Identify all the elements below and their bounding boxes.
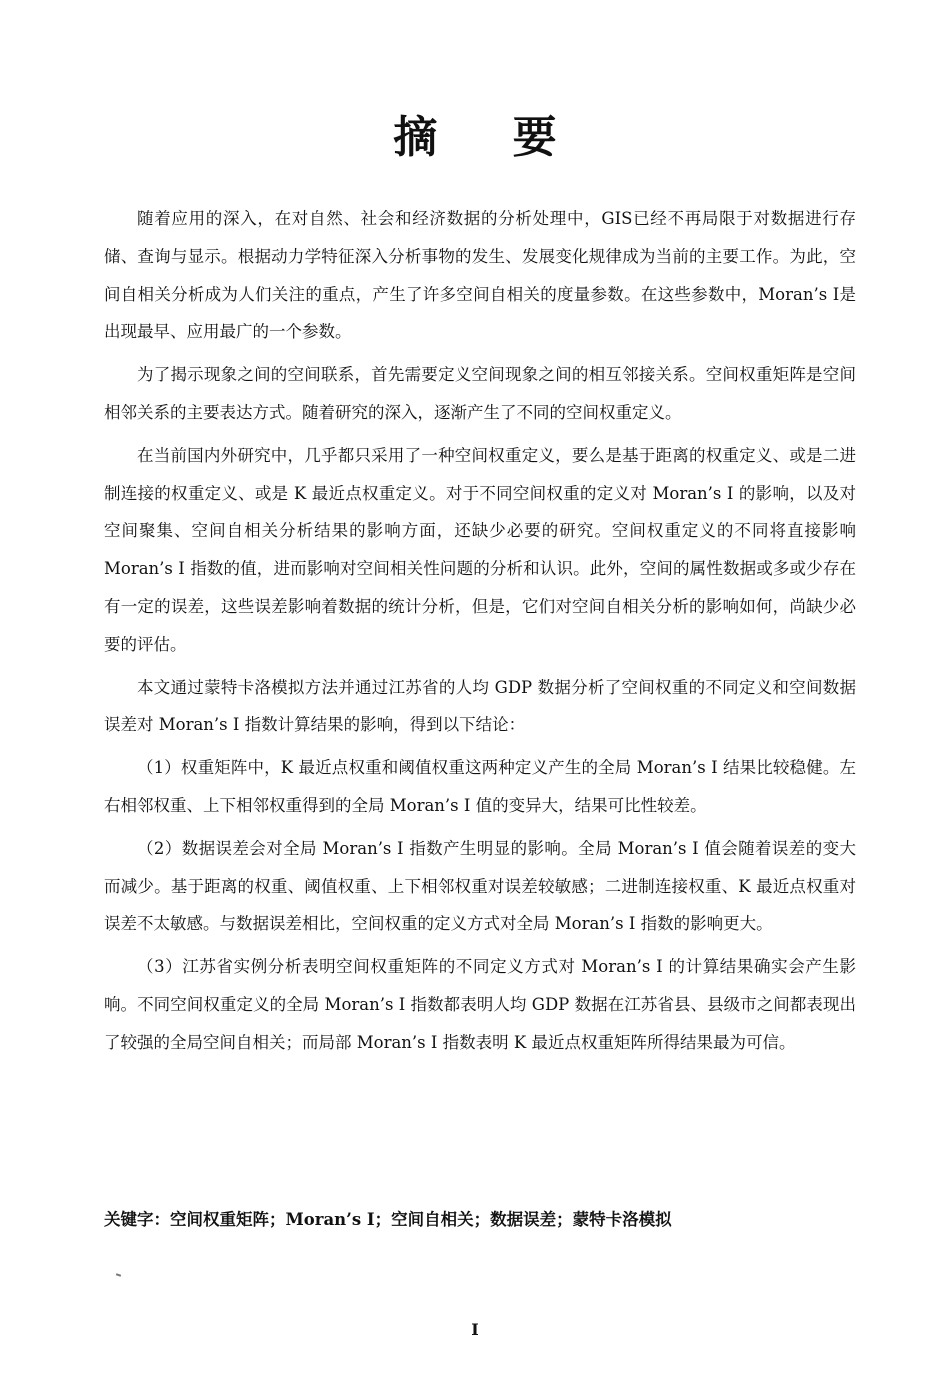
abstract-paragraph-2: 为了揭示现象之间的空间联系，首先需要定义空间现象之间的相互邻接关系。空间权重矩阵是空间相邻关系的主要表达方式。随着研究的深入，逐渐产生了不同的空间权重定义。 — [104, 365, 856, 422]
scan-speck — [116, 1273, 121, 1277]
page-number: I — [471, 1320, 479, 1339]
conclusion-item-1: （1）权重矩阵中，K 最近点权重和阈值权重这两种定义产生的全局 Moran’s I 结果比较稳健。左右相邻权重、上下相邻权重得到的全局 Moran’s I 值的变异大，结果可比性较差。 — [104, 758, 856, 815]
keywords-label: 关键字： — [104, 1210, 170, 1229]
abstract-paragraph-3: 在当前国内外研究中，几乎都只采用了一种空间权重定义，要么是基于距离的权重定义、或是二进制连接的权重定义、或是 K 最近点权重定义。对于不同空间权重的定义对 Moran’s I 的影响，以及对空间聚集、空间自相关分析结果的影响方面，还缺少必要的研究。空间权重定义的不同将直接影响 Moran’s I 指数的值，进而影响对空间相关性问题的分析和认识。此外，空间的属性数据或多或少存在有一定的误差，这些误差影响着数据的统计分析，但是，它们对空间自相关分析的影响如何，尚缺少必要的评估。 — [104, 445, 856, 654]
abstract-body — [104, 200, 856, 1067]
keywords-line — [104, 1205, 864, 1235]
keywords-text: 空间权重矩阵；Moran’s I；空间自相关；数据误差；蒙特卡洛模拟 — [170, 1210, 672, 1229]
conclusion-item-3: （3）江苏省实例分析表明空间权重矩阵的不同定义方式对 Moran’s I 的计算结果确实会产生影响。不同空间权重定义的全局 Moran’s I 指数都表明人均 GDP 数据在江苏省县、县级市之间都表现出了较强的全局空间自相关；而局部 Moran’s I 指数表明 K 最近点权重矩阵所得结果最为可信。 — [104, 957, 856, 1052]
abstract-paragraph-4: 本文通过蒙特卡洛模拟方法并通过江苏省的人均 GDP 数据分析了空间权重的不同定义和空间数据误差对 Moran’s I 指数计算结果的影响，得到以下结论： — [104, 677, 856, 735]
abstract-paragraph-1: 随着应用的深入，在对自然、社会和经济数据的分析处理中，GIS已经不再局限于对数据进行存储、查询与显示。根据动力学特征深入分析事物的发生、发展变化规律成为当前的主要工作。为此，空间自相关分析成为人们关注的重点，产生了许多空间自相关的度量参数。在这些参数中，Moran’s I是出现最早、应用最广的一个参数。 — [104, 209, 856, 342]
conclusion-item-2: （2）数据误差会对全局 Moran’s I 指数产生明显的影响。全局 Moran’s I 值会随着误差的变大而减少。基于距离的权重、阈值权重、上下相邻权重对误差较敏感；二进制连接权重、K 最近点权重对误差不太敏感。与数据误差相比，空间权重的定义方式对全局 Moran’s I 指数的影响更大。 — [104, 838, 856, 934]
page-title: 摘 要 — [393, 112, 587, 163]
